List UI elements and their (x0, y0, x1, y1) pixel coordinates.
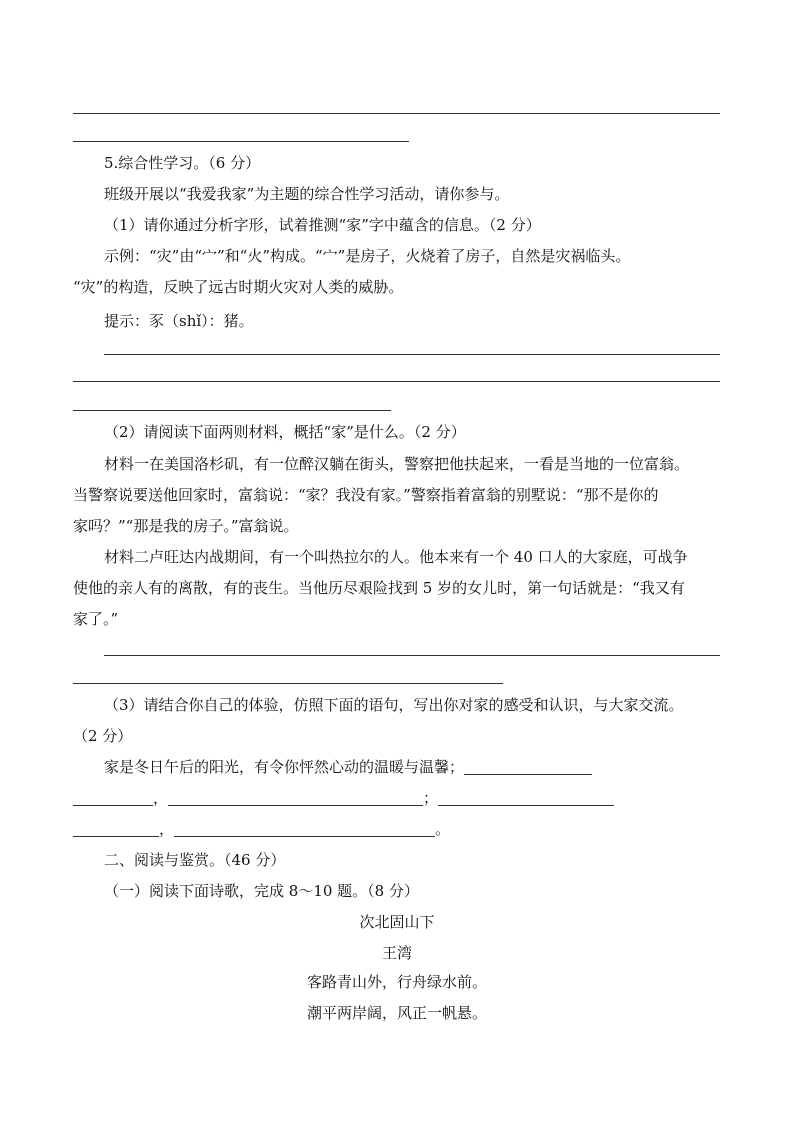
answer-line[interactable] (73, 141, 409, 142)
q1-hint: 提示：豕（shǐ）：猪。 (104, 312, 254, 330)
q2-material2-line3: 家了。” (73, 610, 119, 628)
q1-answer-line[interactable] (73, 410, 391, 411)
semicolon: ； (423, 789, 439, 807)
poem-title: 次北固山下 (359, 913, 435, 931)
q2-material2-line2: 使他的亲人有的离散，有的丧生。当他历尽艰险找到 5 岁的女儿时，第一句话就是：“我又有 (73, 579, 685, 597)
q1-prompt: （1）请你通过分析字形，试着推测“家”字中蕴含的信息。（2 分） (104, 216, 541, 234)
q3-blank-row-1 (73, 789, 614, 807)
q3-blank[interactable] (464, 759, 592, 775)
poem-author: 王湾 (381, 944, 412, 962)
section5-intro: 班级开展以“我爱我家”为主题的综合性学习活动，请你参与。 (104, 185, 510, 203)
q3-blank[interactable] (438, 790, 614, 806)
q1-example-line2: “灾”的构造，反映了远古时期火灾对人类的威胁。 (73, 278, 404, 296)
q3-model-sentence: 家是冬日午后的阳光，有令你怦然心动的温暖与温馨； (104, 758, 465, 776)
q2-material2-line1: 材料二卢旺达内战期间，有一个叫热拉尔的人。他本来有一个 40 口人的大家庭，可战争 (104, 548, 688, 566)
section5-heading: 5.综合性学习。（6 分） (104, 154, 261, 172)
part2-sub1: （一）阅读下面诗歌，完成 8～10 题。（8 分） (104, 882, 419, 900)
period: 。 (435, 820, 451, 838)
q1-answer-line[interactable] (73, 381, 720, 382)
q3-blank[interactable] (168, 790, 423, 806)
comma: ， (153, 789, 169, 807)
q3-prompt-line1: （3）请结合你自己的体验，仿照下面的语句，写出你对家的感受和认识，与大家交流。 (104, 696, 684, 714)
poem-line2: 潮平两岸阔，风正一帆悬。 (306, 1004, 487, 1022)
q3-prompt-line2: （2 分） (73, 727, 133, 745)
q3-model-row (104, 758, 592, 776)
q2-answer-line[interactable] (104, 655, 720, 656)
q1-answer-line[interactable] (104, 354, 720, 355)
poem-line1: 客路青山外，行舟绿水前。 (306, 973, 487, 991)
q3-blank[interactable] (73, 821, 159, 837)
q2-material1-line1: 材料一在美国洛杉矶，有一位醉汉躺在街头，警察把他扶起来，一看是当地的一位富翁。 (104, 455, 690, 473)
q1-example-line1: 示例：“灾”由“宀”和“火”构成。“宀”是房子，火烧着了房子，自然是灾祸临头。 (104, 247, 631, 265)
part2-heading: 二、阅读与鉴赏。（46 分） (104, 851, 286, 869)
answer-line[interactable] (73, 113, 720, 114)
q2-material1-line3: 家吗？”“那是我的房子。”富翁说。 (73, 517, 299, 535)
q2-material1-line2: 当警察说要送他回家时，富翁说：“家？我没有家。”警察指着富翁的别墅说：“那不是你的 (73, 486, 659, 504)
q3-blank-row-2 (73, 820, 450, 838)
q2-prompt: （2）请阅读下面两则材料，概括“家”是什么。（2 分） (104, 423, 466, 441)
q3-blank[interactable] (73, 790, 153, 806)
comma: ， (159, 820, 175, 838)
q2-answer-line[interactable] (73, 683, 503, 684)
q3-blank[interactable] (174, 821, 435, 837)
